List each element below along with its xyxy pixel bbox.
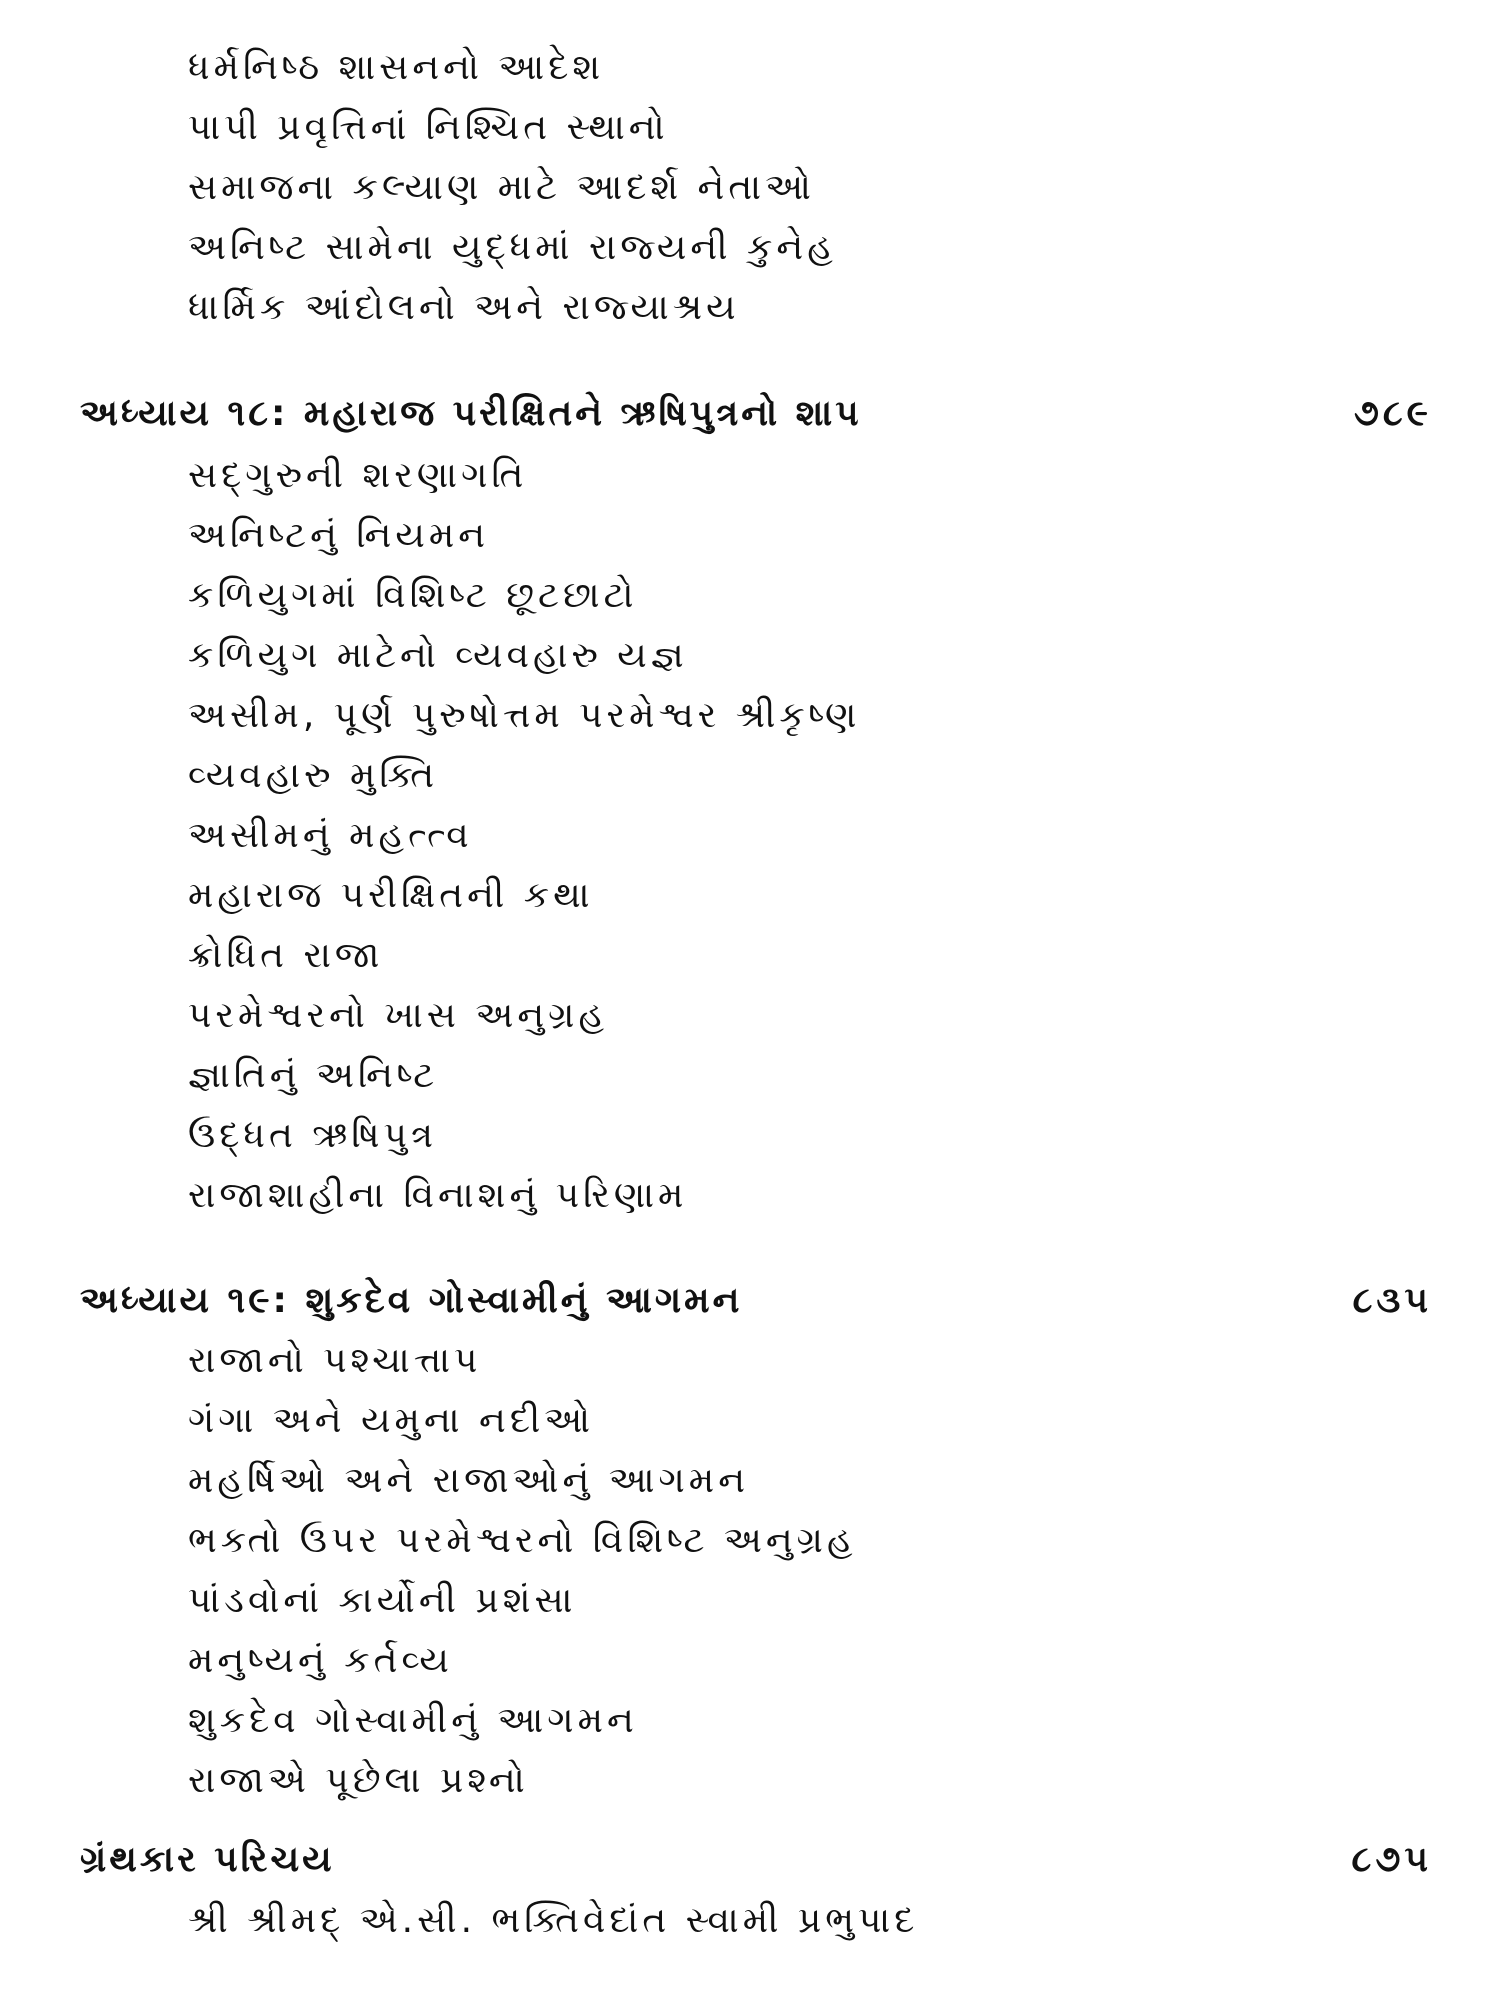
list-item: અનિષ્ટનું નિયમન: [188, 515, 490, 556]
list-item: ભક્તો ઉપર પરમેશ્વરનો વિશિષ્ટ અનુગ્રહ: [188, 1520, 857, 1561]
list-item: અનિષ્ટ સામેના યુદ્ધમાં રાજ્યની કુનેહ: [188, 227, 837, 268]
list-item: સદ્‌ગુરુની શરણાગતિ: [188, 455, 528, 496]
list-item: રાજાનો પશ્ચાત્તાપ: [188, 1340, 482, 1381]
list-item: વ્યવહારુ મુક્તિ: [188, 755, 439, 796]
chapter-heading: અધ્યાય ૧૯: શુકદેવ ગોસ્વામીનું આગમન: [80, 1280, 743, 1321]
list-item: ગંગા અને યમુના નદીઓ: [188, 1400, 595, 1441]
list-item: મનુષ્યનું કર્તવ્ય: [188, 1640, 453, 1681]
chapter-page-number: ૮૩૫: [1352, 1280, 1432, 1321]
chapter-page-number: ૭૮૯: [1353, 393, 1432, 434]
list-item: કળિયુગમાં વિશિષ્ટ છૂટછાટો: [188, 575, 638, 616]
list-item: રાજાશાહીના વિનાશનું પરિણામ: [188, 1175, 688, 1216]
list-item: ઉદ્ધત ઋષિપુત્ર: [188, 1115, 437, 1156]
chapter-heading: અધ્યાય ૧૮: મહારાજ પરીક્ષિતને ઋષિપુત્રનો શાપ: [80, 393, 862, 434]
list-item: પરમેશ્વરનો ખાસ અનુગ્રહ: [188, 995, 609, 1036]
list-item: મહર્ષિઓ અને રાજાઓનું આગમન: [188, 1460, 750, 1501]
list-item: ક્રોધિત રાજા: [188, 935, 384, 976]
list-item: શ્રી શ્રીમદ્‌ એ.સી. ભક્તિવેદાંત સ્વામી પ્રભુપાદ: [188, 1900, 919, 1941]
list-item: મહારાજ પરીક્ષિતની કથા: [188, 875, 594, 916]
chapter-heading: ગ્રંથકાર પરિચય: [80, 1839, 335, 1880]
list-item: શુકદેવ ગોસ્વામીનું આગમન: [188, 1700, 638, 1741]
list-item: ધર્મનિષ્ઠ શાસનનો આદેશ: [188, 47, 605, 88]
list-item: અસીમ, પૂર્ણ પુરુષોત્તમ પરમેશ્વર શ્રીકૃષ્ણ: [188, 695, 861, 736]
chapter-page-number: ૮૭૫: [1351, 1839, 1432, 1880]
list-item: સમાજના કલ્યાણ માટે આદર્શ નેતાઓ: [188, 167, 815, 208]
list-item: પાપી પ્રવૃત્તિનાં નિશ્ચિત સ્થાનો: [188, 107, 669, 148]
list-item: જ્ઞાતિનું અનિષ્ટ: [188, 1055, 439, 1096]
list-item: કળિયુગ માટેનો વ્યવહારુ યજ્ઞ: [188, 635, 688, 676]
list-item: અસીમનું મહત્ત્વ: [188, 815, 473, 856]
list-item: પાંડવોનાં કાર્યોની પ્રશંસા: [188, 1580, 577, 1621]
list-item: ધાર્મિક આંદોલનો અને રાજ્યાશ્રય: [188, 287, 740, 328]
list-item: રાજાએ પૂછેલા પ્રશ્નો: [188, 1760, 529, 1801]
